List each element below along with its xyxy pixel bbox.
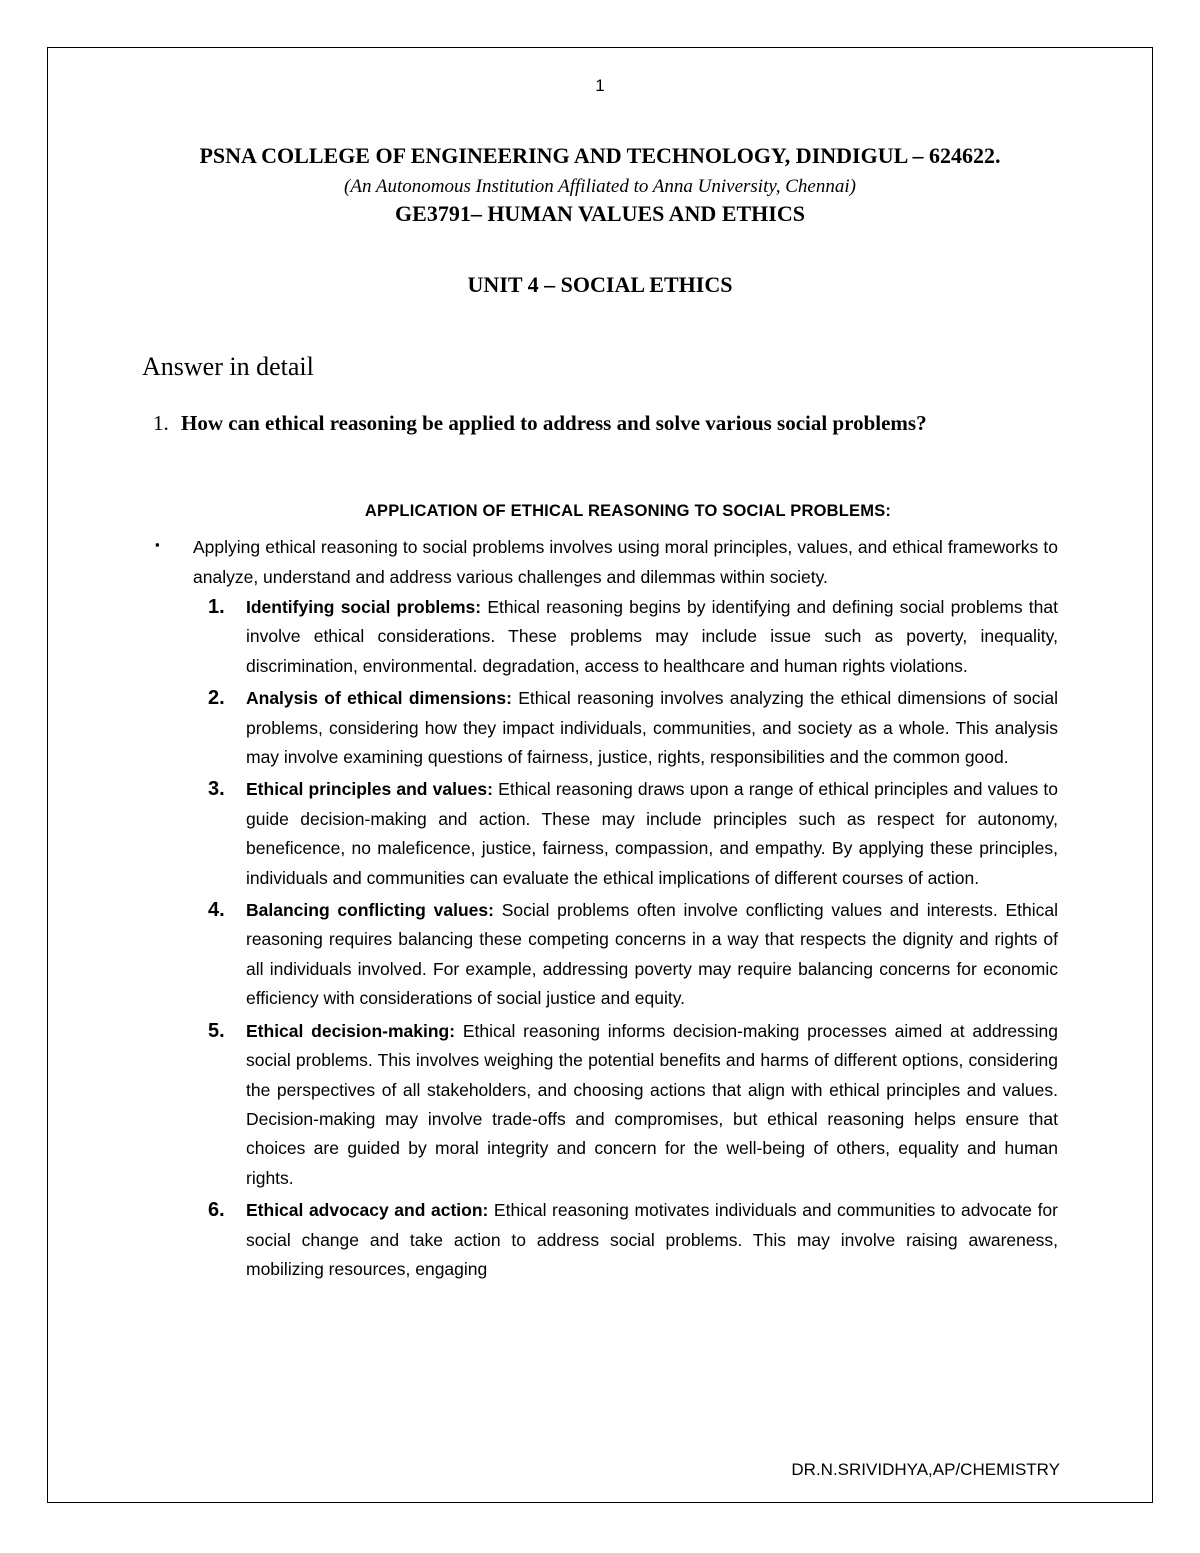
course-title: GE3791– HUMAN VALUES AND ETHICS bbox=[395, 201, 805, 226]
point-text: Social problems often involve conflicting values and interests. Ethical reasoning requires balancing these competing concerns in a way that respects the dignity and rights of all individuals involved. For example, addressing poverty may require balancing concerns for economic efficiency with considerations of social justice and equity. bbox=[246, 900, 1058, 1009]
footer-author: DR.N.SRIVIDHYA,AP/CHEMISTRY bbox=[791, 1460, 1060, 1479]
list-item bbox=[208, 775, 1058, 893]
point-term: Balancing conflicting values: bbox=[246, 900, 494, 921]
unit-title: UNIT 4 – SOCIAL ETHICS bbox=[467, 272, 733, 297]
question bbox=[153, 410, 1033, 437]
point-number: 4. bbox=[208, 899, 225, 922]
point-number: 6. bbox=[208, 1199, 225, 1222]
point-text: Ethical reasoning motivates individuals and communities to advocate for social change and take action to address social problems. This may involve raising awareness, mobilizing resources, engaging bbox=[246, 1200, 1058, 1279]
point-term: Ethical decision-making: bbox=[246, 1020, 456, 1041]
list-item bbox=[208, 1017, 1058, 1193]
section-heading: APPLICATION OF ETHICAL REASONING TO SOCIAL PROBLEMS: bbox=[364, 502, 892, 520]
point-term: Ethical advocacy and action: bbox=[246, 1200, 489, 1221]
point-term: Analysis of ethical dimensions: bbox=[246, 688, 512, 709]
bullet-marker: ▪ bbox=[155, 537, 160, 552]
question-text: How can ethical reasoning be applied to address and solve various social problems? bbox=[181, 411, 927, 435]
answer-heading: Answer in detail bbox=[142, 352, 314, 381]
point-number: 2. bbox=[208, 687, 225, 710]
point-text: Ethical reasoning involves analyzing the ethical dimensions of social problems, considering how they impact individuals, communities, and society as a whole. This analysis may involve examining questions of fairness, justice, rights, responsibilities and the common good. bbox=[246, 688, 1058, 768]
numbered-points bbox=[208, 593, 1058, 1287]
point-text: Ethical reasoning informs decision-making processes aimed at addressing social problems. This involves weighing the potential benefits and harms of different options, considering the perspectives of all stakeholders, and choosing actions that align with ethical principles and values. Decision-making may involve trade-offs and compromises, but ethical reasoning helps ensure that choices are guided by moral integrity and concern for the well-being of others, equality and human rights. bbox=[246, 1020, 1059, 1188]
question-number: 1. bbox=[153, 411, 169, 435]
bullet-text: Applying ethical reasoning to social problems involves using moral principles, values, and ethical frameworks to analyze, understand and address various challenges and dilemmas within society. bbox=[193, 537, 1058, 587]
affiliation-line: (An Autonomous Institution Affiliated to Anna University, Chennai) bbox=[344, 176, 856, 197]
list-item bbox=[208, 896, 1058, 1014]
point-number: 3. bbox=[208, 778, 225, 801]
point-term: Ethical principles and values: bbox=[246, 779, 493, 800]
point-number: 5. bbox=[208, 1019, 225, 1042]
college-name: PSNA COLLEGE OF ENGINEERING AND TECHNOLOGY, DINDIGUL – 624622. bbox=[199, 143, 1001, 168]
point-text: Ethical reasoning draws upon a range of ethical principles and values to guide decision-making and action. These may include principles such as respect for autonomy, beneficence, no maleficence, justice, fairness, compassion, and empathy. By applying these principles, individuals and communities can evaluate the ethical implications of different courses of action. bbox=[246, 779, 1058, 888]
point-term: Identifying social problems: bbox=[246, 597, 482, 617]
list-item bbox=[208, 593, 1058, 681]
page-number: 1 bbox=[595, 76, 605, 95]
list-item bbox=[208, 684, 1058, 772]
point-number: 1. bbox=[208, 596, 225, 618]
point-text: Ethical reasoning begins by identifying and defining social problems that involve ethical considerations. These problems may include issue such as poverty, inequality, discrimination, environmental. degradation, access to healthcare and human rights violations. bbox=[246, 597, 1058, 676]
list-item bbox=[208, 1196, 1058, 1284]
